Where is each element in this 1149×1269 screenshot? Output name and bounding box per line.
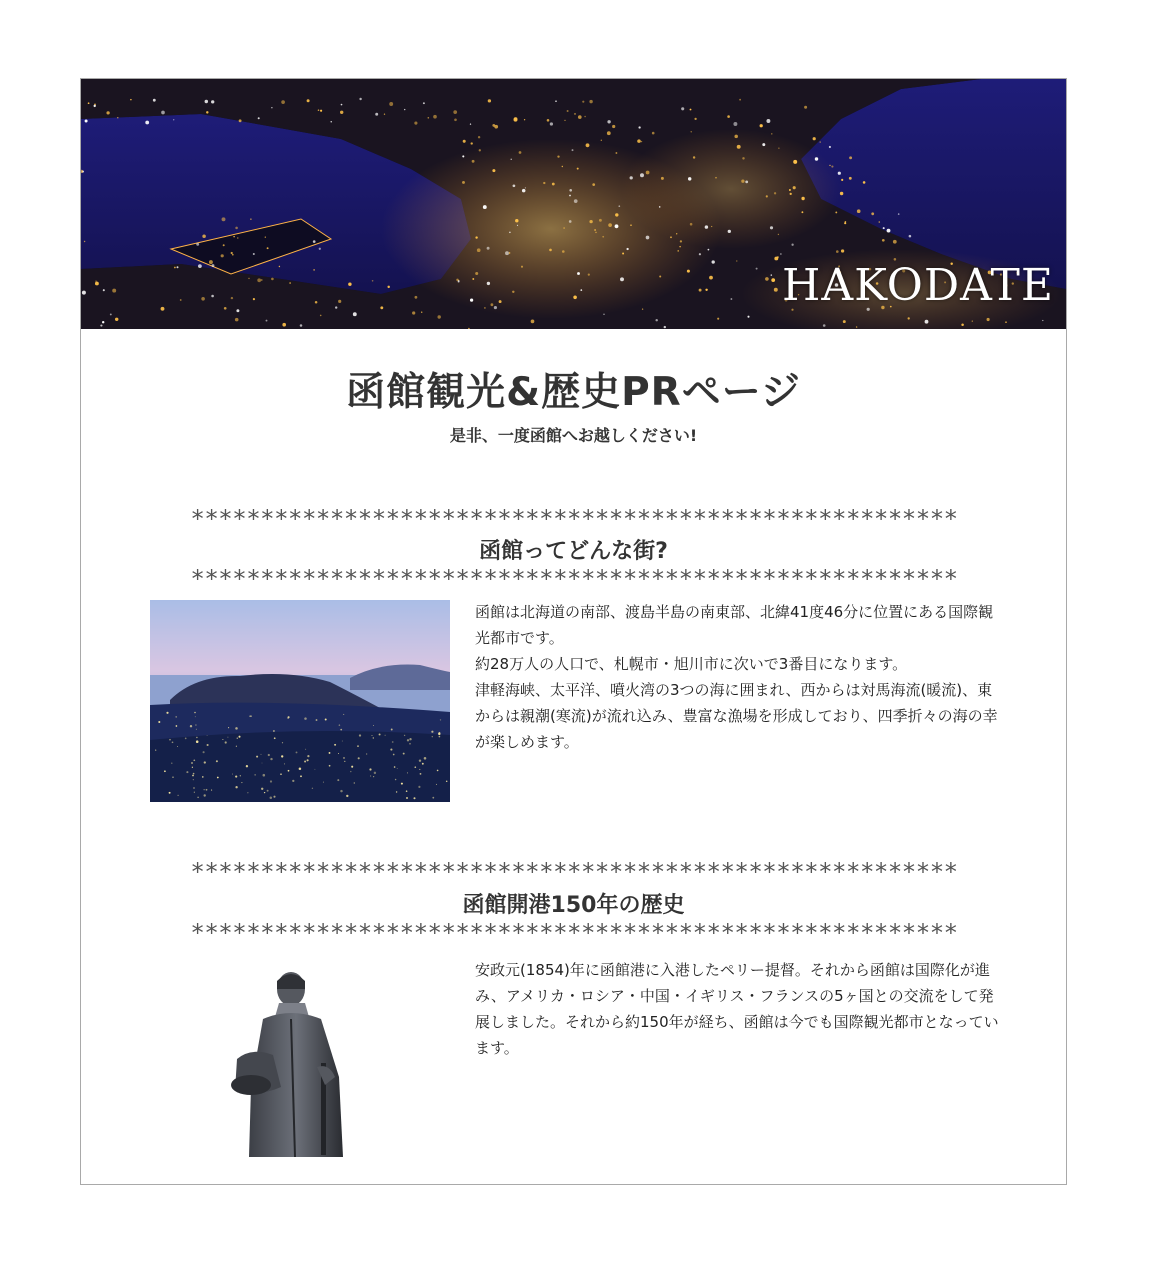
divider-top-1: ******************************************************* [190,507,958,531]
perry-statue-image [221,967,371,1157]
section-text-1 [475,599,1000,755]
page-title: 函館観光&歴史PRページ [346,370,801,415]
divider-bottom-1: ******************************************************* [190,567,958,591]
section-1-paragraph: 函館は北海道の南部、渡島半島の南東部、北緯41度46分に位置にある国際観光都市です。 [475,603,994,647]
section-1-paragraph: 津軽海峡、太平洋、噴火湾の3つの海に囲まれ、西からは対馬海流(暖流)、東からは親潮(寒流)が流れ込み、豊富な漁場を形成しており、四季折々の海の幸が楽しめます。 [475,681,998,751]
hero-banner [81,79,1066,329]
divider-top-2: ******************************************************* [190,860,958,884]
banner-title: HAKODATE [781,260,1054,311]
section-heading-2: 函館開港150年の歴史 [462,893,685,918]
page-subtitle: 是非、一度函館へお越しください! [449,426,698,445]
dusk-view-image [150,600,450,802]
section-heading-1: 函館ってどんな街? [479,539,668,564]
page-container [80,78,1067,1185]
section-2-paragraph: 安政元(1854)年に函館港に入港したペリー提督。それから函館は国際化が進み、アメリカ・ロシア・中国・イギリス・フランスの5ヶ国との交流をして発展しました。それから約150年が経ち、函館は今でも国際観光都市となっています。 [475,961,999,1057]
section-1-paragraph: 約28万人の人口で、札幌市・旭川市に次いで3番目になります。 [475,655,908,673]
section-text-2 [475,957,1000,1061]
divider-bottom-2: ******************************************************* [190,921,958,945]
